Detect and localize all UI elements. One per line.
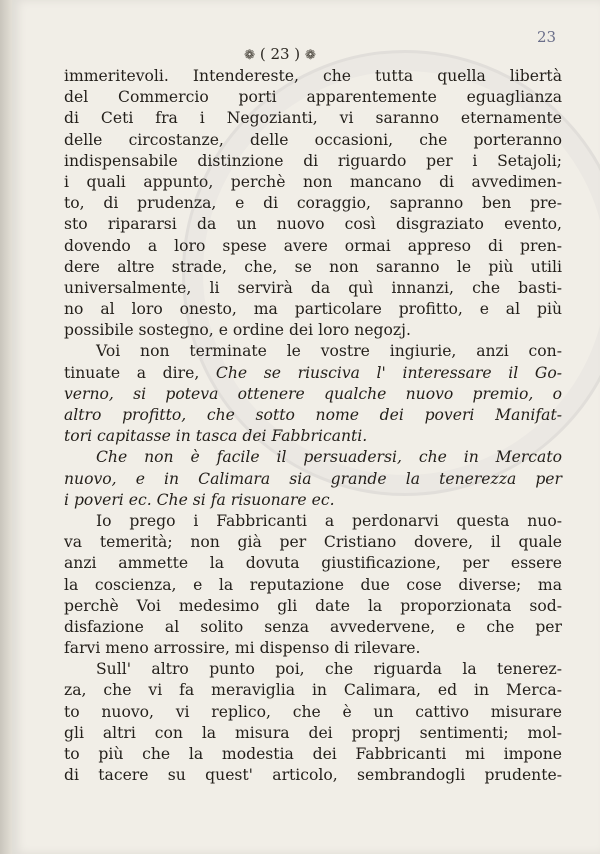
page-gutter <box>0 0 12 854</box>
text-line: nuovo, e in Calimara sia grande la tenerezza per <box>64 469 562 488</box>
text-line: za, che vi fa meraviglia in Calimara, ed in Merca- <box>64 681 562 700</box>
text-line: la coscienza, e la reputazione due cose diverse; ma <box>64 575 562 594</box>
text-line: delle circostanze, delle occasioni, che porteranno <box>64 130 562 149</box>
text-line: dere altre strade, che, se non saranno le più utili <box>64 257 562 276</box>
text-line: indispensabile distinzione di riguardo per i Setajoli; <box>64 151 562 170</box>
text-line: to, di prudenza, e di coraggio, sapranno ben pre- <box>64 194 562 213</box>
text-line: anzi ammette la dovuta giustificazione, per essere <box>64 554 562 573</box>
text-line: farvi meno arrossire, mi dispenso di rilevare. <box>64 639 421 658</box>
text-line: Che non è facile il persuadersi, che in Mercato <box>96 448 562 467</box>
folio-number: 23 <box>537 28 557 46</box>
page-number: ( 23 ) <box>259 45 301 63</box>
text-line: di Ceti fra i Negozianti, vi saranno eternamente <box>64 109 562 128</box>
text-line: immeritevoli. Intendereste, che tutta quella libertà <box>64 67 562 85</box>
text-line: possibile sostegno, e ordine dei loro negozj. <box>64 321 411 340</box>
text-line: sto ripararsi da un nuovo così disgraziato evento, <box>64 215 562 234</box>
text-line: disfazione al solito senza avvedervene, e che per <box>64 617 562 636</box>
text-line: to nuovo, vi replico, che è un cattivo misurare <box>64 702 562 721</box>
body-text <box>64 66 562 786</box>
text-line: va temerità; non già per Cristiano dovere, il quale <box>64 533 562 552</box>
text-line-plain: tinuate a dire, <box>64 363 216 382</box>
text-line: to più che la modestia dei Fabbricanti mi impone <box>64 745 562 763</box>
text-line: i poveri ec. Che si fa risuonare ec. <box>64 490 335 509</box>
text-line: no al loro onesto, ma particolare profitto, e al più <box>64 300 562 319</box>
text-line: del Commercio porti apparentemente eguaglianza <box>64 88 562 107</box>
text-line: dovendo a loro spese avere ormai appreso di pren- <box>64 236 562 255</box>
text-line: Io prego i Fabbricanti a perdonarvi questa nuo- <box>96 511 562 530</box>
text-line: perchè Voi medesimo gli date la proporzionata sod- <box>64 596 562 615</box>
text-line: gli altri con la misura dei proprj sentimenti; mol- <box>64 723 562 742</box>
ornament-right-icon: ❁ <box>304 48 316 63</box>
text-line-italic: Che se riusciva l' interessare il Go- <box>215 363 562 382</box>
text-line: altro profitto, che sotto nome dei poveri Manifat- <box>64 406 562 424</box>
text-line: Voi non terminate le vostre ingiurie, anzi con- <box>96 342 562 361</box>
running-header <box>180 45 380 63</box>
ornament-left-icon: ❁ <box>244 48 256 63</box>
text-line: universalmente, li servirà da quì innanzi, che basti- <box>64 278 562 297</box>
text-line: Sull' altro punto poi, che riguarda la tenerez- <box>96 660 562 679</box>
text-line: verno, si poteva ottenere qualche nuovo premio, o <box>64 384 562 403</box>
text-line: tori capitasse in tasca dei Fabbricanti. <box>64 427 368 446</box>
text-line: i quali appunto, perchè non mancano di avvedimen- <box>64 172 562 191</box>
text-line <box>64 363 562 384</box>
text-line: di tacere su quest' articolo, sembrandogli prudente- <box>64 766 562 785</box>
